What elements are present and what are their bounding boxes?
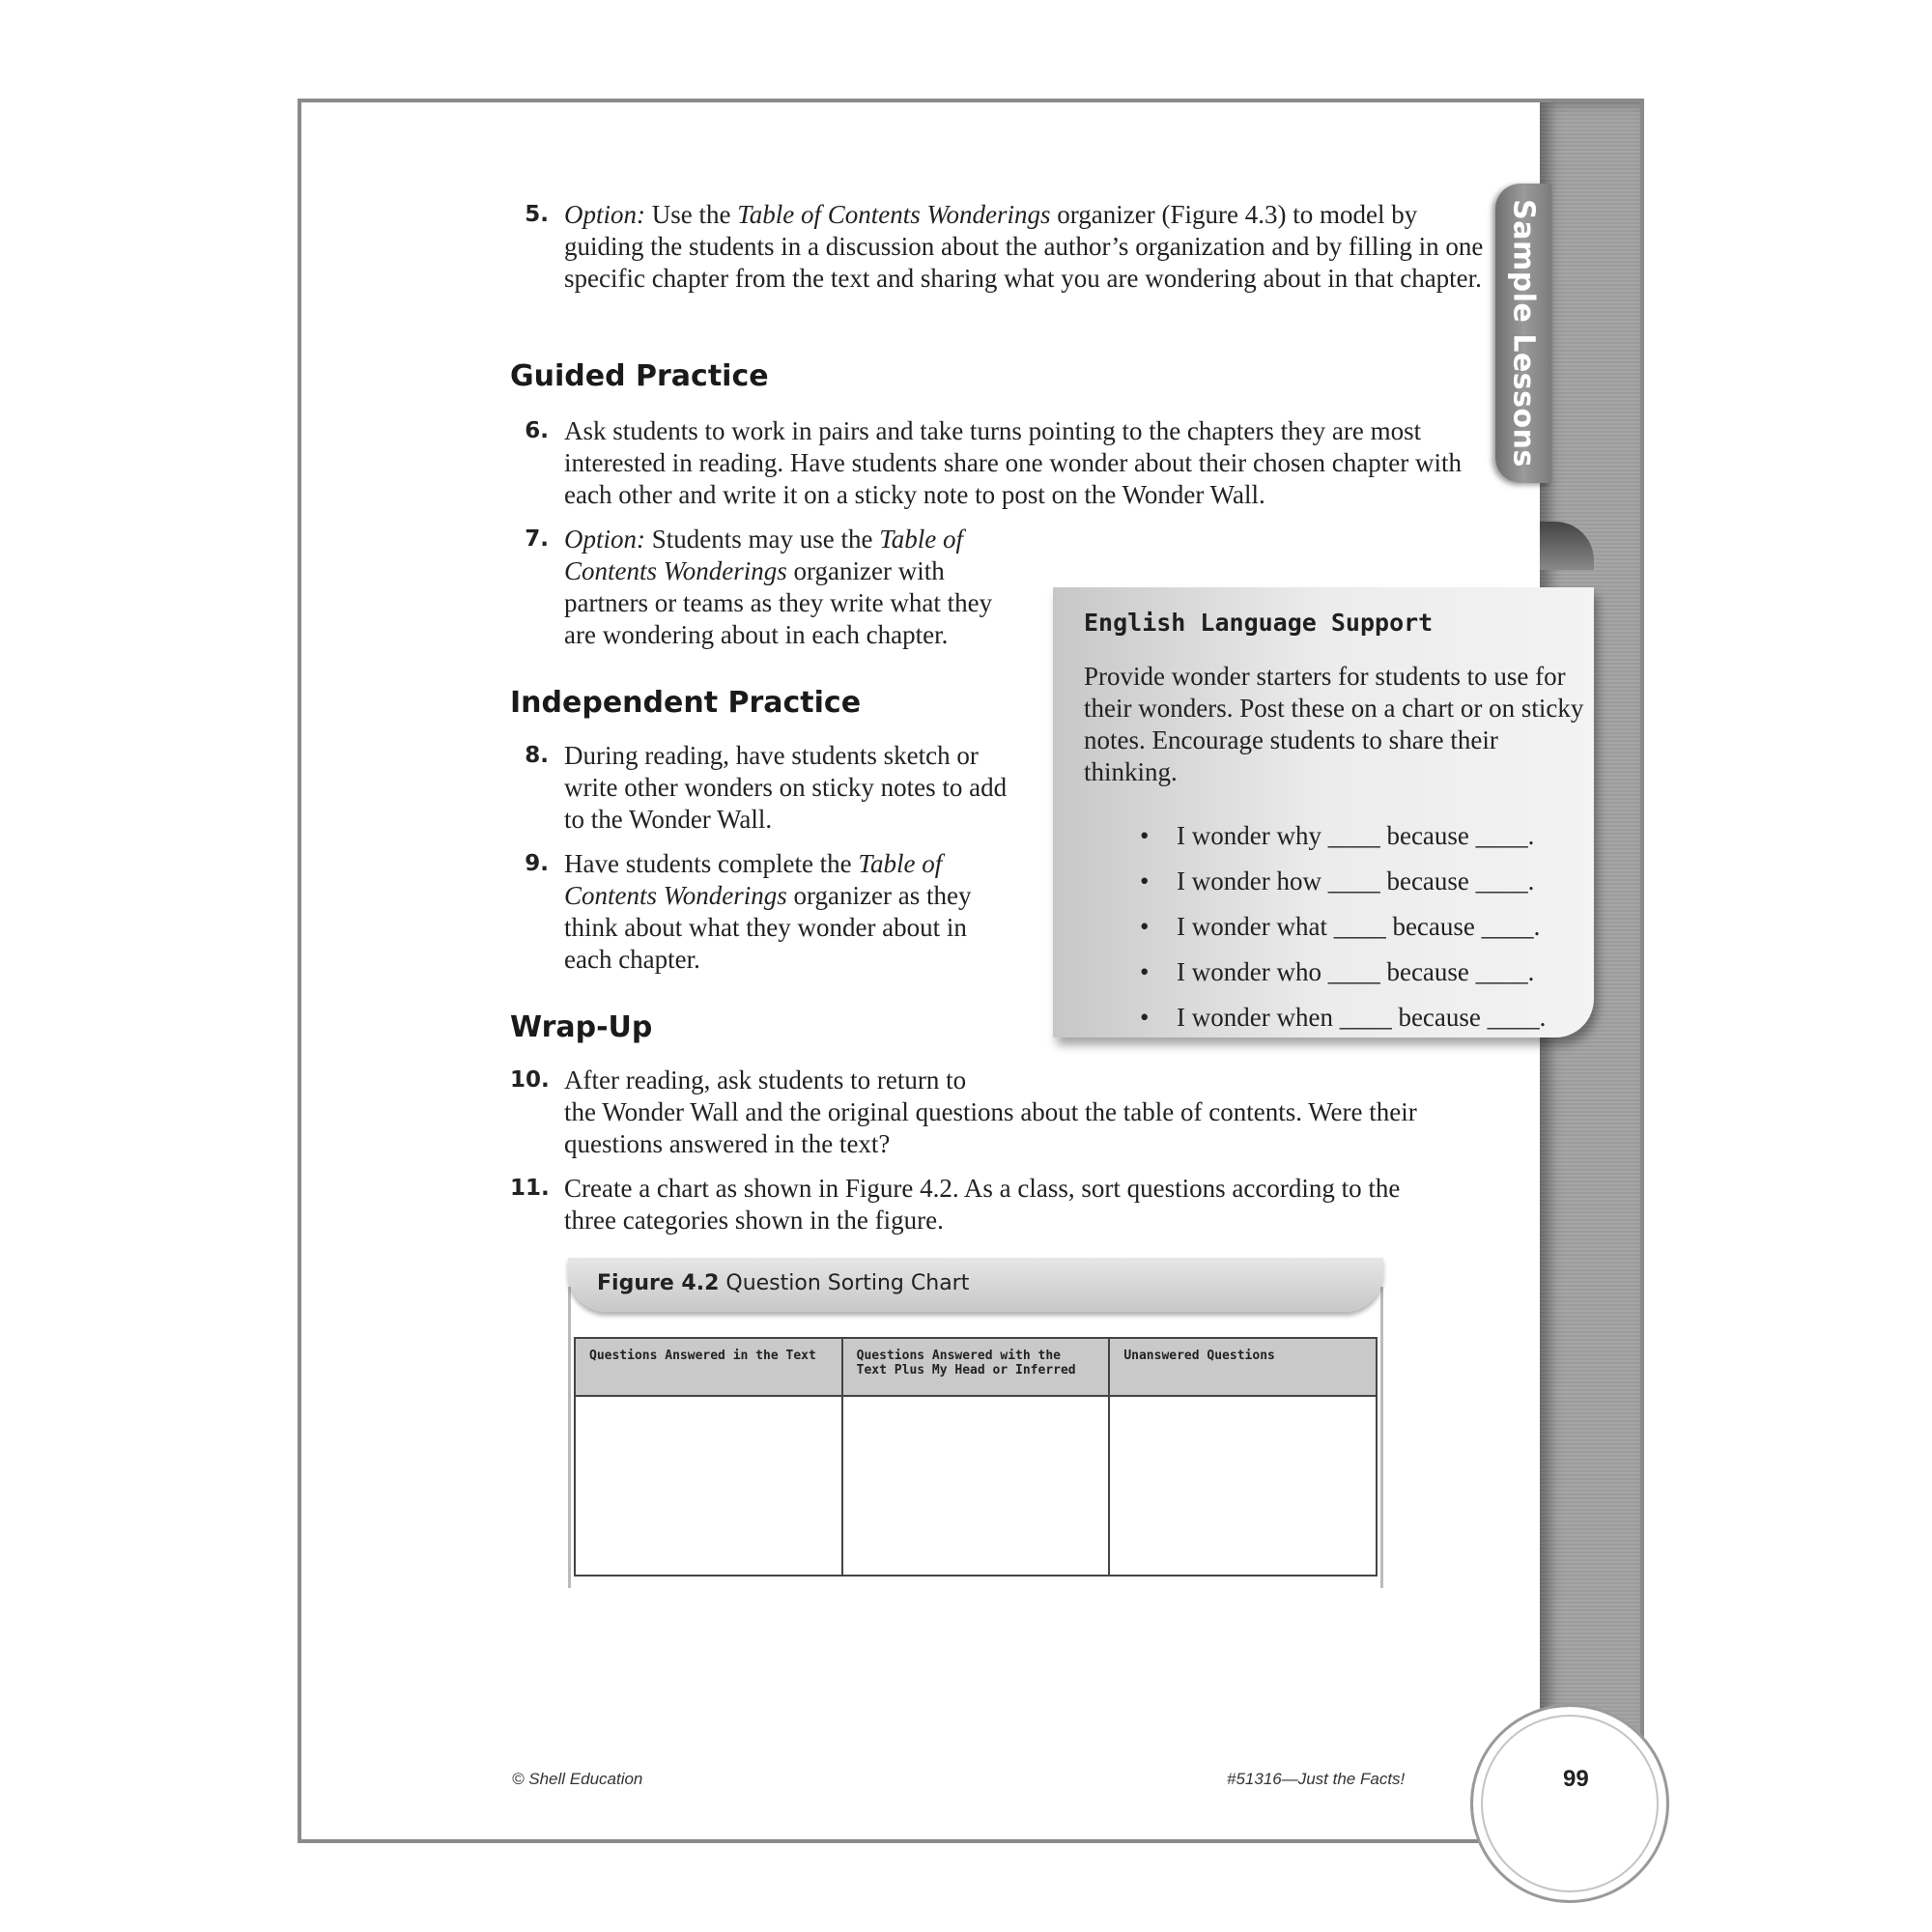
figure-rule-left <box>568 1287 571 1588</box>
section-tab-label: Sample Lessons <box>1506 199 1541 468</box>
item-text: Option: Use the Table of Contents Wonderings organizer (Figure 4.3) to model by guiding the students in a discussion about the author’s organization and by filling in one specific chapter from the text and sharing what you are wondering about in that chapter. <box>564 200 1484 293</box>
list-item: • I wonder what ____ because ____. <box>1140 904 1546 950</box>
column-header: Unanswered Questions <box>1109 1338 1377 1396</box>
table-row <box>575 1396 1377 1576</box>
figure-4-2 <box>568 1258 1383 1590</box>
item-number: 11. <box>510 1176 550 1201</box>
item-text: During reading, have students sketch or write other wonders on sticky notes to add to the Wonder Wall. <box>564 741 1008 834</box>
heading-guided-practice: Guided Practice <box>510 359 769 393</box>
item-text: After reading, ask students to return to the Wonder Wall and the original questions about the table of contents. Were their questions answered in the text? <box>564 1065 1417 1158</box>
footer-book-title: #51316—Just the Facts! <box>1227 1770 1406 1788</box>
item-number: 9. <box>525 851 549 876</box>
question-sorting-chart <box>574 1337 1378 1577</box>
els-body: Provide wonder starters for students to use for their wonders. Post these on a chart or on sticky notes. Encourage students to share their thinking. <box>1084 662 1584 786</box>
item-number: 7. <box>525 526 549 552</box>
table-cell <box>575 1396 842 1576</box>
column-header: Questions Answered with the Text Plus My Head or Inferred <box>842 1338 1110 1396</box>
item-number: 8. <box>525 743 549 768</box>
item-text: Ask students to work in pairs and take turns pointing to the chapters they are most interested in reading. Have students share one wonder about their chosen chapter with each other and write it on a sticky note to post on the Wonder Wall. <box>564 416 1462 509</box>
page-number: 99 <box>1563 1766 1589 1792</box>
els-title: English Language Support <box>1084 609 1434 637</box>
item-number: 6. <box>525 418 549 443</box>
heading-wrap-up: Wrap-Up <box>510 1010 653 1044</box>
page-number-badge <box>1470 1704 1669 1903</box>
table-cell <box>1109 1396 1377 1576</box>
list-item: • I wonder why ____ because ____. <box>1140 813 1546 859</box>
table-header-row <box>575 1338 1377 1396</box>
column-header: Questions Answered in the Text <box>575 1338 842 1396</box>
figure-rule-right <box>1380 1287 1383 1588</box>
footer-copyright: © Shell Education <box>512 1770 643 1788</box>
list-item: • I wonder when ____ because ____. <box>1140 995 1546 1040</box>
item-number: 5. <box>525 202 549 227</box>
item-text: Have students complete the Table of Contents Wonderings organizer as they think about what they wonder about in each chapter. <box>564 849 972 974</box>
item-text: Create a chart as shown in Figure 4.2. As a class, sort questions according to the three categories shown in the figure. <box>564 1174 1401 1235</box>
heading-independent-practice: Independent Practice <box>510 686 862 720</box>
item-text: Option: Students may use the Table of Contents Wonderings organizer with partners or teams as they write what they are wondering about in each chapter. <box>564 525 993 649</box>
list-item: • I wonder how ____ because ____. <box>1140 859 1546 904</box>
figure-caption: Figure 4.2 Question Sorting Chart <box>597 1271 970 1295</box>
wonder-starters-list <box>1140 813 1546 1040</box>
item-number: 10. <box>510 1067 550 1093</box>
list-item: • I wonder who ____ because ____. <box>1140 950 1546 995</box>
table-cell <box>842 1396 1110 1576</box>
